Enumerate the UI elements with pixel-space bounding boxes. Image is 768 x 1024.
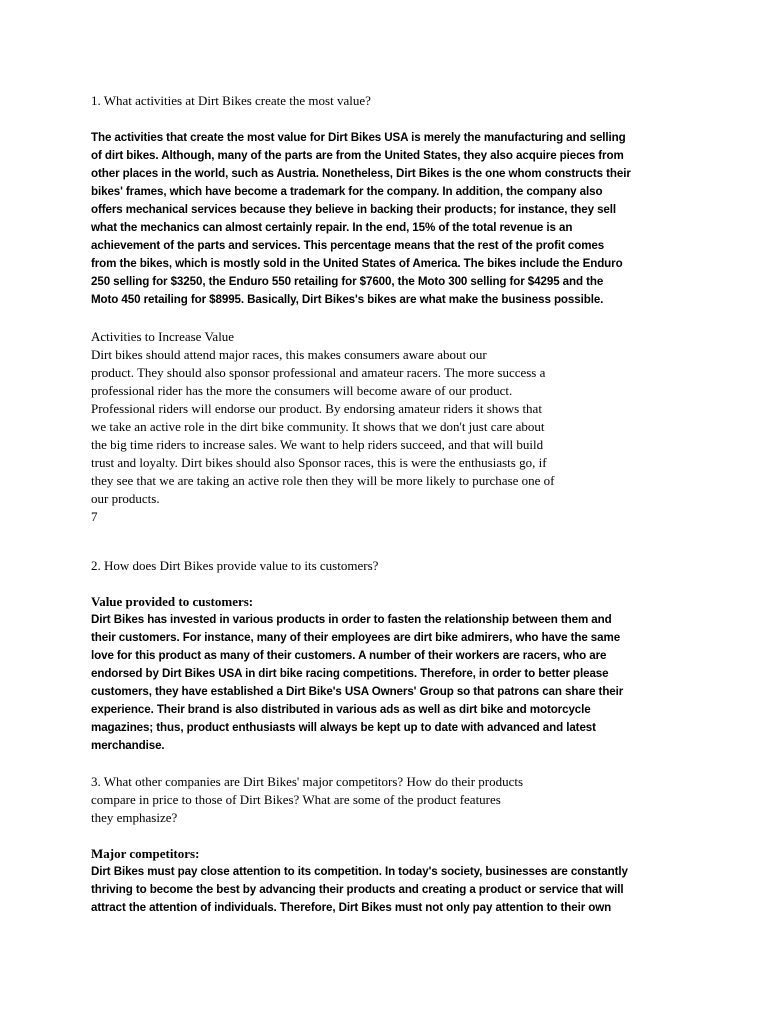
value-provided-heading: Value provided to customers: [91, 594, 254, 609]
question-1-text: 1. What activities at Dirt Bikes create the most value? [91, 93, 371, 108]
increase-value-heading: Activities to Increase Value [91, 329, 235, 344]
answer-1-line: other places in the world, such as Austria. Nonetheless, Dirt Bikes is the one whom constructs their [91, 167, 631, 180]
answer-1-line: 250 selling for $3250, the Enduro 550 retailing for $7600, the Moto 300 selling for $4295 and the [91, 275, 604, 288]
increase-value-line: Dirt bikes should attend major races, this makes consumers aware about our [91, 347, 487, 362]
answer-3-line: thriving to become the best by advancing their products and creating a product or service that will [91, 883, 624, 896]
increase-value-line: trust and loyalty. Dirt bikes should also Sponsor races, this is were the enthusiasts go, if [91, 455, 547, 470]
answer-3 [91, 845, 628, 917]
answer-2-line: their customers. For instance, many of their employees are dirt bike admirers, who have the same [91, 631, 621, 644]
question-3-line: compare in price to those of Dirt Bikes? What are some of the product features [91, 792, 501, 807]
increase-value-line: they see that we are taking an active role then they will be more likely to purchase one of [91, 473, 555, 488]
question-1 [91, 92, 371, 110]
answer-1-line: achievement of the parts and services. This percentage means that the rest of the profit comes [91, 239, 605, 252]
answer-1-line: Moto 450 retailing for $8995. Basically, Dirt Bikes's bikes are what make the business possible. [91, 293, 604, 306]
answer-1-line: bikes' frames, which have become a trademark for the company. In addition, the company also [91, 185, 603, 198]
increase-value-line: professional rider has the more the consumers will become aware of our product. [91, 383, 513, 398]
answer-1-line: offers mechanical services because they believe in backing their products; for instance, they sell [91, 203, 617, 216]
answer-2-line: endorsed by Dirt Bikes USA in dirt bike racing competitions. Therefore, in order to better please [91, 667, 609, 680]
answer-1-line: The activities that create the most value for Dirt Bikes USA is merely the manufacturing and selling [91, 131, 626, 144]
question-2-text: 2. How does Dirt Bikes provide value to its customers? [91, 558, 379, 573]
answer-1-line: what the mechanics can almost certainly repair. In the end, 15% of the total revenue is an [91, 221, 573, 234]
answer-1-line: from the bikes, which is mostly sold in the United States of America. The bikes include the Enduro [91, 257, 623, 270]
answer-2-line: magazines; thus, product enthusiasts will always be kept up to date with advanced and latest [91, 721, 596, 734]
increase-value-section [91, 328, 555, 526]
increase-value-line: Professional riders will endorse our product. By endorsing amateur riders it shows that [91, 401, 542, 416]
answer-1-line: of dirt bikes. Although, many of the parts are from the United States, they also acquire pieces from [91, 149, 624, 162]
increase-value-line: the big time riders to increase sales. We want to help riders succeed, and that will build [91, 437, 544, 452]
question-2 [91, 557, 378, 575]
answer-1 [91, 129, 631, 309]
answer-3-line: attract the attention of individuals. Therefore, Dirt Bikes must not only pay attention to their own [91, 901, 612, 914]
major-competitors-heading: Major competitors: [91, 846, 200, 861]
answer-3-line: Dirt Bikes must pay close attention to its competition. In today's society, businesses are constantly [91, 865, 628, 878]
answer-2-line: customers, they have established a Dirt Bike's USA Owners' Group so that patrons can share their [91, 685, 624, 698]
increase-value-line: product. They should also sponsor professional and amateur racers. The more success a [91, 365, 546, 380]
answer-2-line: love for this product as many of their customers. A number of their workers are racers, who are [91, 649, 607, 662]
question-3 [91, 773, 523, 827]
question-3-line: they emphasize? [91, 810, 178, 825]
question-3-line: 3. What other companies are Dirt Bikes' major competitors? How do their products [91, 774, 524, 789]
answer-2-line: Dirt Bikes has invested in various products in order to fasten the relationship between them and [91, 613, 612, 626]
answer-2 [91, 593, 623, 755]
page-number: 7 [91, 509, 98, 524]
answer-2-line: experience. Their brand is also distributed in various ads as well as dirt bike and motorcycle [91, 703, 591, 716]
answer-2-line: merchandise. [91, 739, 165, 752]
increase-value-line: our products. [91, 491, 160, 506]
increase-value-line: we take an active role in the dirt bike community. It shows that we don't just care about [91, 419, 545, 434]
